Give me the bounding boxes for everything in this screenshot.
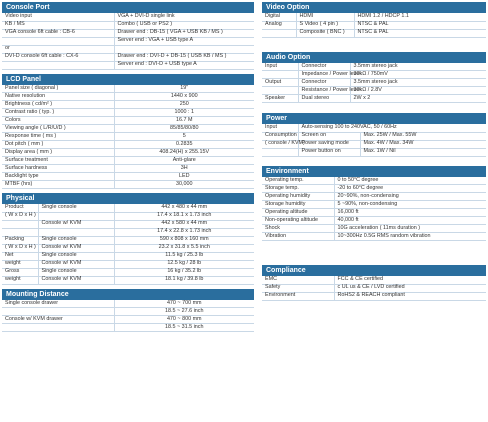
spec-label: MTBF (hrs) <box>2 181 114 189</box>
spec-value: 3.5mm stereo jack <box>350 79 486 87</box>
table-row <box>2 85 254 93</box>
spec-label: Contrast ratio ( typ. ) <box>2 109 114 117</box>
audio-option-header: Audio Option <box>262 52 486 63</box>
table-row <box>2 236 254 244</box>
spec-label: Product <box>2 204 38 212</box>
table-row <box>2 244 254 252</box>
spec-value: 12.5 kg / 28 lb <box>114 260 254 268</box>
mounting-distance-table <box>2 300 254 333</box>
spec-value: VGA + DVI-D single link <box>114 13 254 21</box>
spec-value: 442 x 480 x 44 mm <box>114 204 254 212</box>
table-row <box>2 133 254 141</box>
spec-value: 18.5 ~ 31.5 inch <box>114 324 254 332</box>
spec-value: 1440 x 900 <box>114 93 254 101</box>
spec-label: Console w/ KVM drawer <box>2 316 114 324</box>
table-row <box>2 300 254 308</box>
spec-value: Drawer end : DVI-D + DB-15 ( USB KB / MS ) <box>114 53 254 61</box>
spec-label: Packing <box>2 236 38 244</box>
spec-sub: Single console <box>38 252 114 260</box>
spec-label: weight <box>2 276 38 284</box>
table-row <box>2 157 254 165</box>
spec-label: Operating humidity <box>262 193 334 201</box>
table-row <box>262 292 486 300</box>
table-row <box>262 140 486 148</box>
spec-label: Speaker <box>262 95 298 103</box>
table-row <box>2 228 254 236</box>
table-row <box>2 53 254 61</box>
spec-label: DVI-D console 6ft cable : CX-6 <box>2 53 114 61</box>
spec-value: Anti-glare <box>114 157 254 165</box>
spec-sub: Resistance / Power level <box>298 87 350 95</box>
power-mode: Power button on <box>298 148 360 156</box>
spec-label: Response time ( ms ) <box>2 133 114 141</box>
spec-sub: Single console <box>38 236 114 244</box>
spec-value: 408.24(H) x 255.15V <box>114 149 254 157</box>
spec-value: 16 kg / 35.2 lb <box>114 268 254 276</box>
power-mode: Power saving mode <box>298 140 360 148</box>
spec-label: Storage temp. <box>262 185 334 193</box>
spec-value: 1000 : 1 <box>114 109 254 117</box>
spec-label: Operating temp. <box>262 177 334 185</box>
table-row <box>2 141 254 149</box>
table-row <box>2 324 254 332</box>
environment-section <box>262 166 486 242</box>
spec-value: 19" <box>114 85 254 93</box>
spec-value: 17.4 x 18.1 x 1.73 inch <box>114 212 254 220</box>
table-row <box>262 201 486 209</box>
spec-sub: Console w/ KVM <box>38 260 114 268</box>
lcd-panel-section <box>2 74 254 190</box>
spec-label: Operating altitude <box>262 209 334 217</box>
spec-label: Vibration <box>262 233 334 241</box>
spec-value: NTSC & PAL <box>354 29 486 37</box>
table-row <box>2 117 254 125</box>
spec-value: 85/85/80/80 <box>114 125 254 133</box>
spec-value: Server end : DVI-D + USB type A <box>114 61 254 69</box>
spec-value <box>114 45 254 53</box>
spec-label <box>2 220 38 228</box>
table-row <box>2 21 254 29</box>
table-row <box>2 276 254 284</box>
table-row <box>262 185 486 193</box>
spec-label <box>262 71 298 79</box>
right-column <box>262 2 486 305</box>
table-row <box>2 308 254 316</box>
spec-label <box>262 29 296 37</box>
mounting-distance-header: Mounting Distance <box>2 289 254 300</box>
power-input-label: Input <box>262 124 298 132</box>
environment-header: Environment <box>262 166 486 177</box>
table-row <box>2 37 254 45</box>
audio-option-section <box>262 52 486 104</box>
lcd-panel-header: LCD Panel <box>2 74 254 85</box>
spec-value: LED <box>114 173 254 181</box>
physical-table <box>2 204 254 285</box>
spec-label: Non-operating altitude <box>262 217 334 225</box>
spec-value: 16.7 M <box>114 117 254 125</box>
spec-label <box>2 228 38 236</box>
audio-option-table <box>262 63 486 104</box>
spec-value: Drawer end : DB-15 ( VGA + USB KB / MS ) <box>114 29 254 37</box>
spec-value: 30,000 <box>114 181 254 189</box>
table-row <box>262 284 486 292</box>
table-row <box>2 204 254 212</box>
spec-value: 23.2 x 31.8 x 5.5 inch <box>114 244 254 252</box>
spec-label: ( W x D x H ) <box>2 244 38 252</box>
spec-value: 590 x 808 x 160 mm <box>114 236 254 244</box>
spec-label: Shock <box>262 225 334 233</box>
spec-sub: Console w/ KVM <box>38 276 114 284</box>
video-option-header: Video Option <box>262 2 486 13</box>
spec-label: Net <box>2 252 38 260</box>
spec-label: Output <box>262 79 298 87</box>
power-value: Max. 1W / Nil <box>360 148 486 156</box>
power-consumption-sub: ( console / KVM) <box>262 140 298 148</box>
spec-label: ( W x D x H ) <box>2 212 38 220</box>
spec-value: 16,000 ft <box>334 209 486 217</box>
spec-label: Brightness ( cd/m² ) <box>2 101 114 109</box>
table-row <box>2 125 254 133</box>
table-row <box>262 79 486 87</box>
spec-value: RoHS2 & REACH compliant <box>334 292 486 300</box>
table-row <box>262 71 486 79</box>
table-row <box>262 225 486 233</box>
spec-label: Surface treatment <box>2 157 114 165</box>
mounting-distance-section <box>2 289 254 333</box>
spec-sub: Composite ( BNC ) <box>296 29 354 37</box>
spec-sub: S Video ( 4 pin ) <box>296 21 354 29</box>
console-port-section <box>2 2 254 70</box>
power-mode: Screen on <box>298 132 360 140</box>
spec-label: Viewing angle ( L/R/U/D ) <box>2 125 114 133</box>
lcd-panel-table <box>2 85 254 190</box>
spec-value: 10G acceleration ( 11ms duration ) <box>334 225 486 233</box>
spec-label: Single console drawer <box>2 300 114 308</box>
compliance-section <box>262 265 486 301</box>
spec-label: VGA console 6ft cable : CB-6 <box>2 29 114 37</box>
table-row <box>2 13 254 21</box>
table-row <box>262 95 486 103</box>
spec-label: Storage humidity <box>262 201 334 209</box>
table-row <box>262 132 486 140</box>
table-row <box>262 87 486 95</box>
spec-value: -20 to 60°C degree <box>334 185 486 193</box>
spec-sub: Console w/ KVM <box>38 220 114 228</box>
table-row <box>2 165 254 173</box>
spec-value: 18.1 kg / 39.8 lb <box>114 276 254 284</box>
power-header: Power <box>262 113 486 124</box>
spec-label: Dot pitch ( mm ) <box>2 141 114 149</box>
spec-label <box>262 87 298 95</box>
spec-value: 40,000 ft <box>334 217 486 225</box>
spec-sub: Console w/ KVM <box>38 244 114 252</box>
table-row <box>2 252 254 260</box>
table-row <box>2 181 254 189</box>
spec-value: Combo ( USB or PS2 ) <box>114 21 254 29</box>
spec-label <box>2 37 114 45</box>
table-row <box>262 29 486 37</box>
spec-value: c UL us & CE / LVD certified <box>334 284 486 292</box>
table-row <box>262 21 486 29</box>
table-row <box>262 217 486 225</box>
spec-value: 0 to 50°C degree <box>334 177 486 185</box>
spec-sub: Connector <box>298 79 350 87</box>
spec-value: 470 ~ 700 mm <box>114 300 254 308</box>
table-row <box>262 63 486 71</box>
spec-value: 10~300Hz 0.5G RMS random vibration <box>334 233 486 241</box>
table-row <box>2 61 254 69</box>
table-row <box>2 109 254 117</box>
power-input-value: Auto-sensing 100 to 240VAC, 50 / 60Hz <box>298 124 486 132</box>
spec-sub: Single console <box>38 268 114 276</box>
table-row <box>2 93 254 101</box>
spec-label: Gross <box>2 268 38 276</box>
spec-label: EMC <box>262 276 334 284</box>
spec-value: 11.5 kg / 25.3 lb <box>114 252 254 260</box>
spec-value: 20~90%, non-condensing <box>334 193 486 201</box>
spec-label: Display area ( mm ) <box>2 149 114 157</box>
spec-value: FCC & CE certified <box>334 276 486 284</box>
left-column <box>2 2 254 336</box>
spec-value: NTSC & PAL <box>354 21 486 29</box>
spec-value: 30kΩ / 750mV <box>350 71 486 79</box>
spec-label: Video input <box>2 13 114 21</box>
spec-label: Digital <box>262 13 296 21</box>
spec-value: 0.2835 <box>114 141 254 149</box>
spec-label: Safety <box>262 284 334 292</box>
table-row <box>2 101 254 109</box>
table-row <box>2 173 254 181</box>
spec-label: Native resolution <box>2 93 114 101</box>
video-option-section <box>262 2 486 38</box>
spec-sub: Dual stereo <box>298 95 350 103</box>
table-row <box>262 177 486 185</box>
physical-section <box>2 193 254 285</box>
table-row <box>262 13 486 21</box>
spec-label <box>2 324 114 332</box>
table-row <box>2 29 254 37</box>
compliance-header: Compliance <box>262 265 486 276</box>
spec-sub: Impedance / Power level <box>298 71 350 79</box>
spec-label: Panel size ( diagonal ) <box>2 85 114 93</box>
table-row <box>2 212 254 220</box>
spec-label <box>2 61 114 69</box>
console-port-table <box>2 13 254 70</box>
spec-sub <box>38 212 114 220</box>
table-row <box>2 45 254 53</box>
spec-value: 3H <box>114 165 254 173</box>
spec-label <box>2 308 114 316</box>
console-port-header: Console Port <box>2 2 254 13</box>
power-value: Max. 25W / Max. 55W <box>360 132 486 140</box>
spec-value: 30kΩ / 2.8V <box>350 87 486 95</box>
spec-label: or <box>2 45 114 53</box>
spec-label: Backlight type <box>2 173 114 181</box>
power-value: Max. 4W / Max. 34W <box>360 140 486 148</box>
spec-value: 470 ~ 800 mm <box>114 316 254 324</box>
table-row <box>262 276 486 284</box>
table-row <box>262 124 486 132</box>
spec-sub <box>38 228 114 236</box>
spec-label: weight <box>2 260 38 268</box>
environment-table <box>262 177 486 242</box>
table-row <box>262 148 486 156</box>
power-table <box>262 124 486 157</box>
physical-header: Physical <box>2 193 254 204</box>
spec-sub: Single console <box>38 204 114 212</box>
power-section <box>262 113 486 157</box>
spec-sub: Connector <box>298 63 350 71</box>
spec-label: Input <box>262 63 298 71</box>
table-row <box>2 268 254 276</box>
spec-value: 18.5 ~ 27.6 inch <box>114 308 254 316</box>
table-row <box>262 233 486 241</box>
table-row <box>262 209 486 217</box>
spec-value: HDMI 1.2 / HDCP 1.1 <box>354 13 486 21</box>
table-row <box>2 220 254 228</box>
spec-value: 17.4 x 22.8 x 1.73 inch <box>114 228 254 236</box>
spec-label: Analog <box>262 21 296 29</box>
table-row <box>2 316 254 324</box>
spec-value: 5 <box>114 133 254 141</box>
table-row <box>262 193 486 201</box>
spec-value: 5 ~90%, non-condensing <box>334 201 486 209</box>
spec-value: 250 <box>114 101 254 109</box>
spec-label: Surface hardness <box>2 165 114 173</box>
spec-sub: HDMI <box>296 13 354 21</box>
spec-label: Environment <box>262 292 334 300</box>
table-row <box>2 260 254 268</box>
power-consumption-label: Consumption <box>262 132 298 140</box>
spec-value: 2W x 2 <box>350 95 486 103</box>
spec-value: 442 x 580 x 44 mm <box>114 220 254 228</box>
compliance-table <box>262 276 486 301</box>
spec-value: Server end : VGA + USB type A <box>114 37 254 45</box>
video-option-table <box>262 13 486 38</box>
table-row <box>2 149 254 157</box>
spec-label: KB / MS <box>2 21 114 29</box>
spec-label: Colors <box>2 117 114 125</box>
spec-value: 3.5mm stereo jack <box>350 63 486 71</box>
